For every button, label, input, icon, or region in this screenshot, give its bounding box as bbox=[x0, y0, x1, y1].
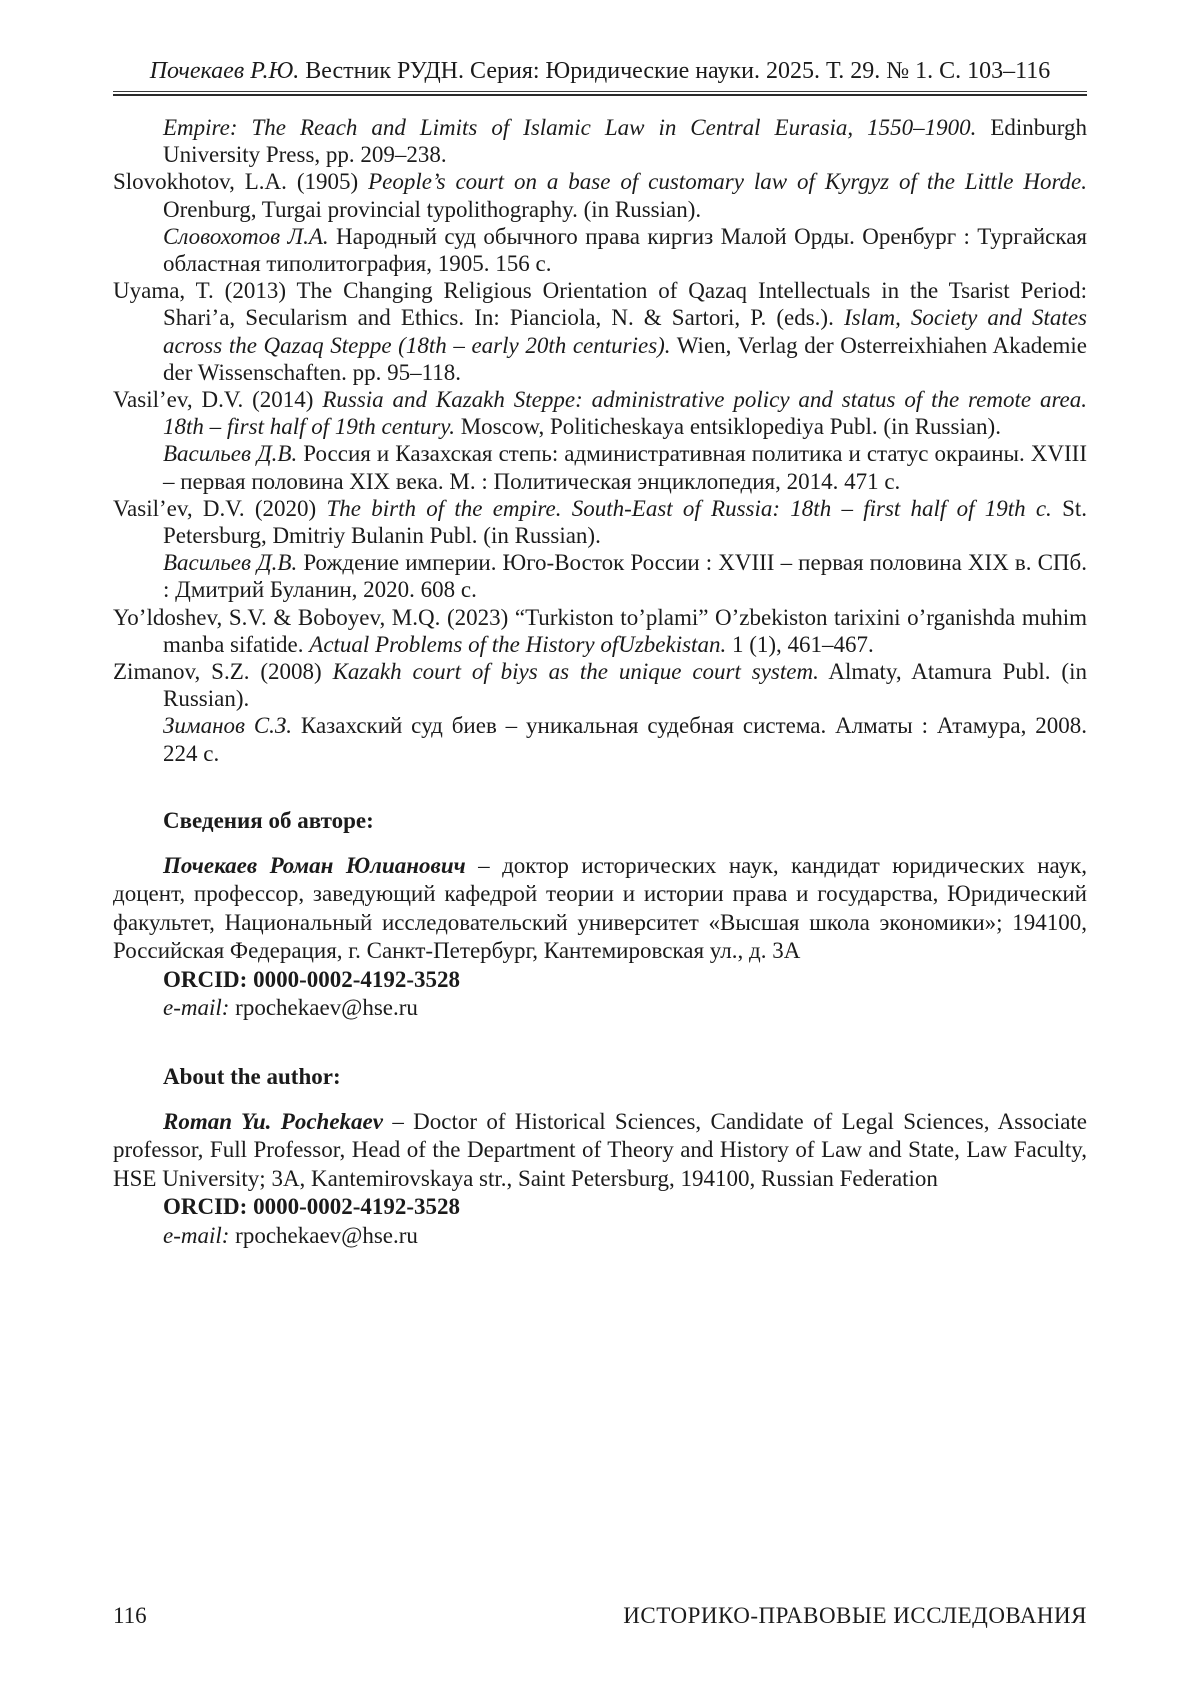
email-line-en bbox=[113, 1222, 1087, 1251]
reference-segment: Orenburg, Turgai provincial typolithography. (in Russian). bbox=[163, 196, 702, 222]
reference-entry bbox=[113, 277, 1087, 386]
reference-segment: Словохотов Л.А. bbox=[163, 223, 329, 249]
reference-entry bbox=[113, 114, 1087, 168]
reference-segment: Казахский суд биев – уникальная судебная система. Алматы : Атамура, 2008. 224 с. bbox=[163, 713, 1087, 766]
reference-segment: Zimanov, S.Z. (2008) bbox=[113, 659, 333, 685]
reference-entry bbox=[113, 658, 1087, 712]
running-head-journal: Вестник РУДН. Серия: Юридические науки. 2025. Т. 29. № 1. С. 103–116 bbox=[299, 58, 1051, 84]
reference-segment: Edinburgh University Press, pp. 209–238. bbox=[163, 115, 1088, 168]
author-bio-en-text: – Doctor of Historical Sciences, Candidate of Legal Sciences, Associate professor, Full Professor, Head of the Department of Theory and History of Law and State, Law Faculty, HSE University; 3A, Kantemirovskaya str., Saint Petersburg, 194100, Russian Federation bbox=[113, 1108, 1087, 1191]
reference-segment: Россия и Казахская степь: административная политика и статус окраины. XVIII – первая половина XIX века. М. : Политическая энциклопедия, 2014. 471 с. bbox=[163, 441, 1087, 494]
reference-segment: Народный суд обычного права киргиз Малой Орды. Оренбург : Тургайская областная типолитография, 1905. 156 с. bbox=[163, 223, 1087, 277]
email-address-ru: rpochekaev@hse.ru bbox=[229, 995, 418, 1021]
reference-entry bbox=[113, 223, 1087, 277]
reference-segment: Vasil’ev, D.V. (2014) bbox=[113, 387, 323, 413]
running-head bbox=[113, 58, 1087, 84]
email-label-en: e-mail: bbox=[163, 1222, 230, 1248]
reference-segment: The birth of the empire. South-East of Russia: 18th – first half of 19th c. bbox=[326, 495, 1052, 521]
author-name-en: Roman Yu. Pochekaev bbox=[163, 1108, 383, 1134]
page-number: 116 bbox=[113, 1603, 147, 1628]
reference-entry bbox=[113, 604, 1087, 658]
email-address-en: rpochekaev@hse.ru bbox=[229, 1222, 418, 1248]
reference-entry bbox=[113, 168, 1087, 222]
email-label-ru: e-mail: bbox=[163, 995, 230, 1021]
author-bio-ru bbox=[113, 852, 1087, 966]
reference-segment: Зиманов С.З. bbox=[163, 713, 293, 739]
author-bio-ru-text: – доктор исторических наук, кандидат юридических наук, доцент, профессор, заведующий кафедрой теории и истории права и государства, Юридический факультет, Национальный исследовательский университет «Высшая школа экономики»; 194100, Российская Федерация, г. Санкт-Петербург, Кантемировская ул., д. 3А bbox=[113, 852, 1087, 964]
reference-entry bbox=[113, 386, 1087, 440]
reference-entry bbox=[113, 440, 1087, 494]
footer-section-title: ИСТОРИКО-ПРАВОВЫЕ ИССЛЕДОВАНИЯ bbox=[623, 1603, 1087, 1628]
reference-entry bbox=[113, 549, 1087, 603]
reference-segment: Slovokhotov, L.A. (1905) bbox=[113, 169, 369, 195]
running-head-author: Почекаев Р.Ю. bbox=[149, 58, 300, 84]
orcid-line-en: ORCID: 0000-0002-4192-3528 bbox=[163, 1194, 461, 1220]
reference-segment: St. Petersburg, Dmitriy Bulanin Publ. (in Russian). bbox=[163, 495, 1087, 549]
reference-segment: Рождение империи. Юго-Восток России : XVIII – первая половина XIX в. СПб. : Дмитрий Буланин, 2020. 608 с. bbox=[163, 550, 1087, 603]
author-bio-en bbox=[113, 1108, 1087, 1194]
reference-segment: People’s court on a base of customary law of Kyrgyz of the Little Horde. bbox=[368, 169, 1088, 195]
reference-segment: Russia and Kazakh Steppe: administrative policy and status of the remote area. 18th – first half of 19th century. bbox=[163, 387, 1087, 440]
reference-entry bbox=[113, 495, 1087, 549]
author-info-ru-heading: Сведения об авторе: bbox=[163, 807, 374, 833]
reference-segment: Yo’ldoshev, S.V. & Boboyev, M.Q. (2023) “Turkiston to’plami” O’zbekiston tarixini o’rganishda muhim manba sifatide. bbox=[113, 604, 1087, 657]
email-line-ru bbox=[113, 994, 1087, 1023]
reference-segment: Islam, Society and States across the Qazaq Steppe (18th – early 20th centuries). bbox=[163, 305, 1087, 358]
reference-entry bbox=[113, 712, 1087, 766]
reference-segment: Uyama, T. (2013) The Changing Religious Orientation of Qazaq Intellectuals in the Tsarist Period: Shari’a, Secularism and Ethics. In: Pianciola, N. & Sartori, P. (eds.). bbox=[113, 278, 1087, 331]
reference-segment: Васильев Д.В. bbox=[163, 441, 298, 467]
reference-segment: Vasil’ev, D.V. (2020) bbox=[113, 495, 327, 521]
reference-segment: 1 (1), 461–467. bbox=[726, 631, 874, 657]
author-info-en-heading: About the author: bbox=[163, 1063, 341, 1089]
reference-segment: Actual Problems of the History ofUzbekistan. bbox=[309, 631, 727, 657]
header-rule bbox=[113, 91, 1087, 96]
orcid-line-ru: ORCID: 0000-0002-4192-3528 bbox=[163, 966, 461, 992]
reference-segment: Kazakh court of biys as the unique court system. bbox=[332, 659, 819, 685]
reference-segment: Moscow, Politicheskaya entsiklopediya Publ. (in Russian). bbox=[454, 414, 1001, 440]
page-footer bbox=[113, 1603, 1087, 1629]
reference-segment: Васильев Д.В. bbox=[163, 550, 298, 576]
reference-segment: Wien, Verlag der Osterreixhiahen Akademie der Wissenschaften. pp. 95–118. bbox=[163, 332, 1087, 385]
reference-segment: Empire: The Reach and Limits of Islamic Law in Central Eurasia, 1550–1900. bbox=[163, 115, 977, 140]
reference-segment: Almaty, Atamura Publ. (in Russian). bbox=[163, 659, 1087, 712]
references-list bbox=[113, 114, 1087, 767]
page-content bbox=[113, 0, 1087, 1250]
author-name-ru: Почекаев Роман Юлианович bbox=[163, 852, 466, 878]
